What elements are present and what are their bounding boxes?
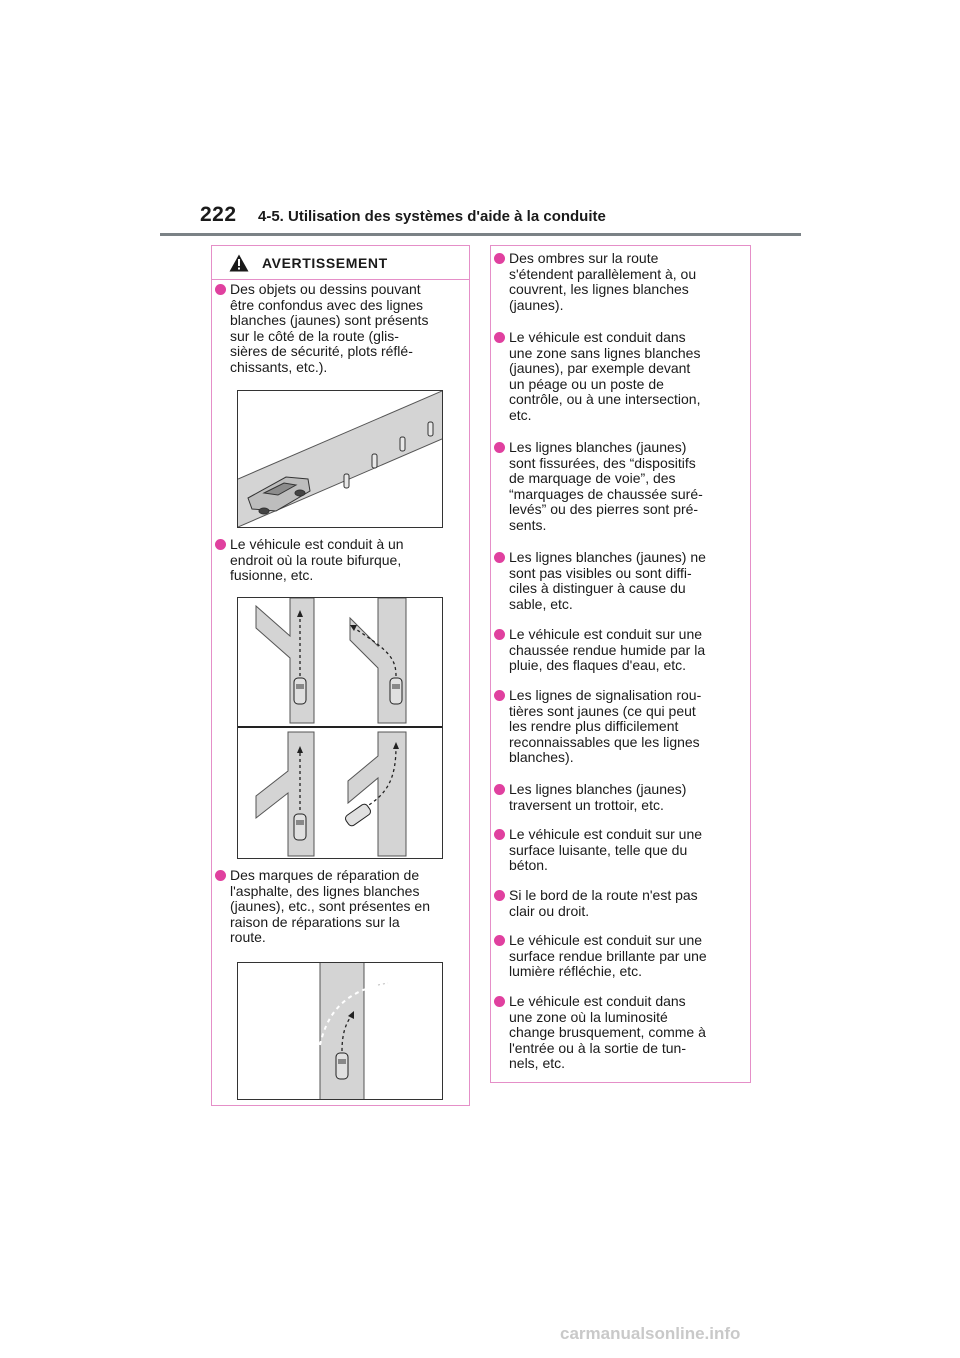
list-item: [215, 868, 467, 946]
list-item-text: Les lignes blanches (jaunes) sont fissurées, des “dispositifs de marquage de voie”, des “marquages de chaussée suré- levés” ou des pierres sont pré- sents.: [509, 439, 703, 533]
header-rule: [160, 233, 801, 236]
bullet-icon: [494, 442, 505, 453]
list-item-text: Si le bord de la route n'est pas clair ou droit.: [509, 887, 698, 919]
warning-title: AVERTISSEMENT: [262, 255, 388, 271]
list-item: [494, 782, 748, 813]
bullet-icon: [494, 629, 505, 640]
bullet-icon: [494, 829, 505, 840]
bullet-icon: [215, 870, 226, 881]
repair-marks-illustration: [237, 962, 443, 1100]
list-item-text: Le véhicule est conduit sur une chaussée rendue humide par la pluie, des flaques d'eau, etc.: [509, 626, 706, 673]
road-fork-merge-illustration: [237, 597, 443, 859]
list-item-text: Des objets ou dessins pouvant être confondus avec des lignes blanches (jaunes) sont présents sur le côté de la route (glis- sières de sécurité, plots réflé- chissants, etc.).: [230, 281, 429, 375]
list-item-text: Les lignes blanches (jaunes) traversent un trottoir, etc.: [509, 781, 687, 813]
list-item-text: Des marques de réparation de l'asphalte, des lignes blanches (jaunes), etc., sont présentes en raison de réparations sur la route.: [230, 867, 430, 945]
warning-header: [212, 246, 469, 280]
list-item-text: Le véhicule est conduit dans une zone sans lignes blanches (jaunes), par exemple devant un péage ou un poste de contrôle, ou à une intersection, etc.: [509, 329, 701, 423]
bullet-icon: [494, 784, 505, 795]
bullet-icon: [494, 552, 505, 563]
list-item: [494, 888, 748, 919]
bullet-icon: [494, 253, 505, 264]
list-item: [494, 827, 748, 874]
section-title: 4-5. Utilisation des systèmes d'aide à la conduite: [258, 208, 606, 225]
watermark: carmanualsonline.info: [560, 1324, 741, 1343]
bullet-icon: [494, 890, 505, 901]
warning-box: [211, 245, 470, 1106]
list-item: [494, 251, 748, 313]
list-item: [494, 627, 748, 674]
bullet-icon: [494, 996, 505, 1007]
list-item: [494, 330, 748, 423]
bullet-icon: [215, 284, 226, 295]
roadside-posts-illustration: [237, 390, 443, 528]
list-item-text: Le véhicule est conduit sur une surface rendue brillante par une lumière réfléchie, etc.: [509, 932, 707, 979]
bullet-icon: [494, 935, 505, 946]
list-item: [215, 282, 467, 375]
list-item-text: Les lignes blanches (jaunes) ne sont pas visibles ou sont diffi- ciles à distinguer à cause du sable, etc.: [509, 549, 706, 612]
list-item: [494, 440, 748, 533]
list-item-text: Le véhicule est conduit dans une zone où la luminosité change brusquement, comme à l'entrée ou à la sortie de tun- nels, etc.: [509, 993, 706, 1071]
warning-triangle-icon: [229, 254, 249, 272]
bullet-icon: [215, 539, 226, 550]
list-item-text: Les lignes de signalisation rou- tières sont jaunes (ce qui peut les rendre plus difficilement reconnaissables que les lignes blanches).: [509, 687, 702, 765]
bullet-icon: [494, 332, 505, 343]
list-item-text: Des ombres sur la route s'étendent parallèlement à, ou couvrent, les lignes blanches (jaunes).: [509, 250, 697, 313]
list-item: [215, 537, 467, 584]
list-item: [494, 933, 748, 980]
list-item: [494, 994, 748, 1072]
list-item-text: Le véhicule est conduit à un endroit où la route bifurque, fusionne, etc.: [230, 536, 404, 583]
list-item-text: Le véhicule est conduit sur une surface luisante, telle que du béton.: [509, 826, 703, 873]
bullet-icon: [494, 690, 505, 701]
list-item: [494, 688, 748, 766]
page-number: 222: [200, 203, 237, 226]
list-item: [494, 550, 748, 612]
continued-warning-box: [490, 245, 751, 1083]
